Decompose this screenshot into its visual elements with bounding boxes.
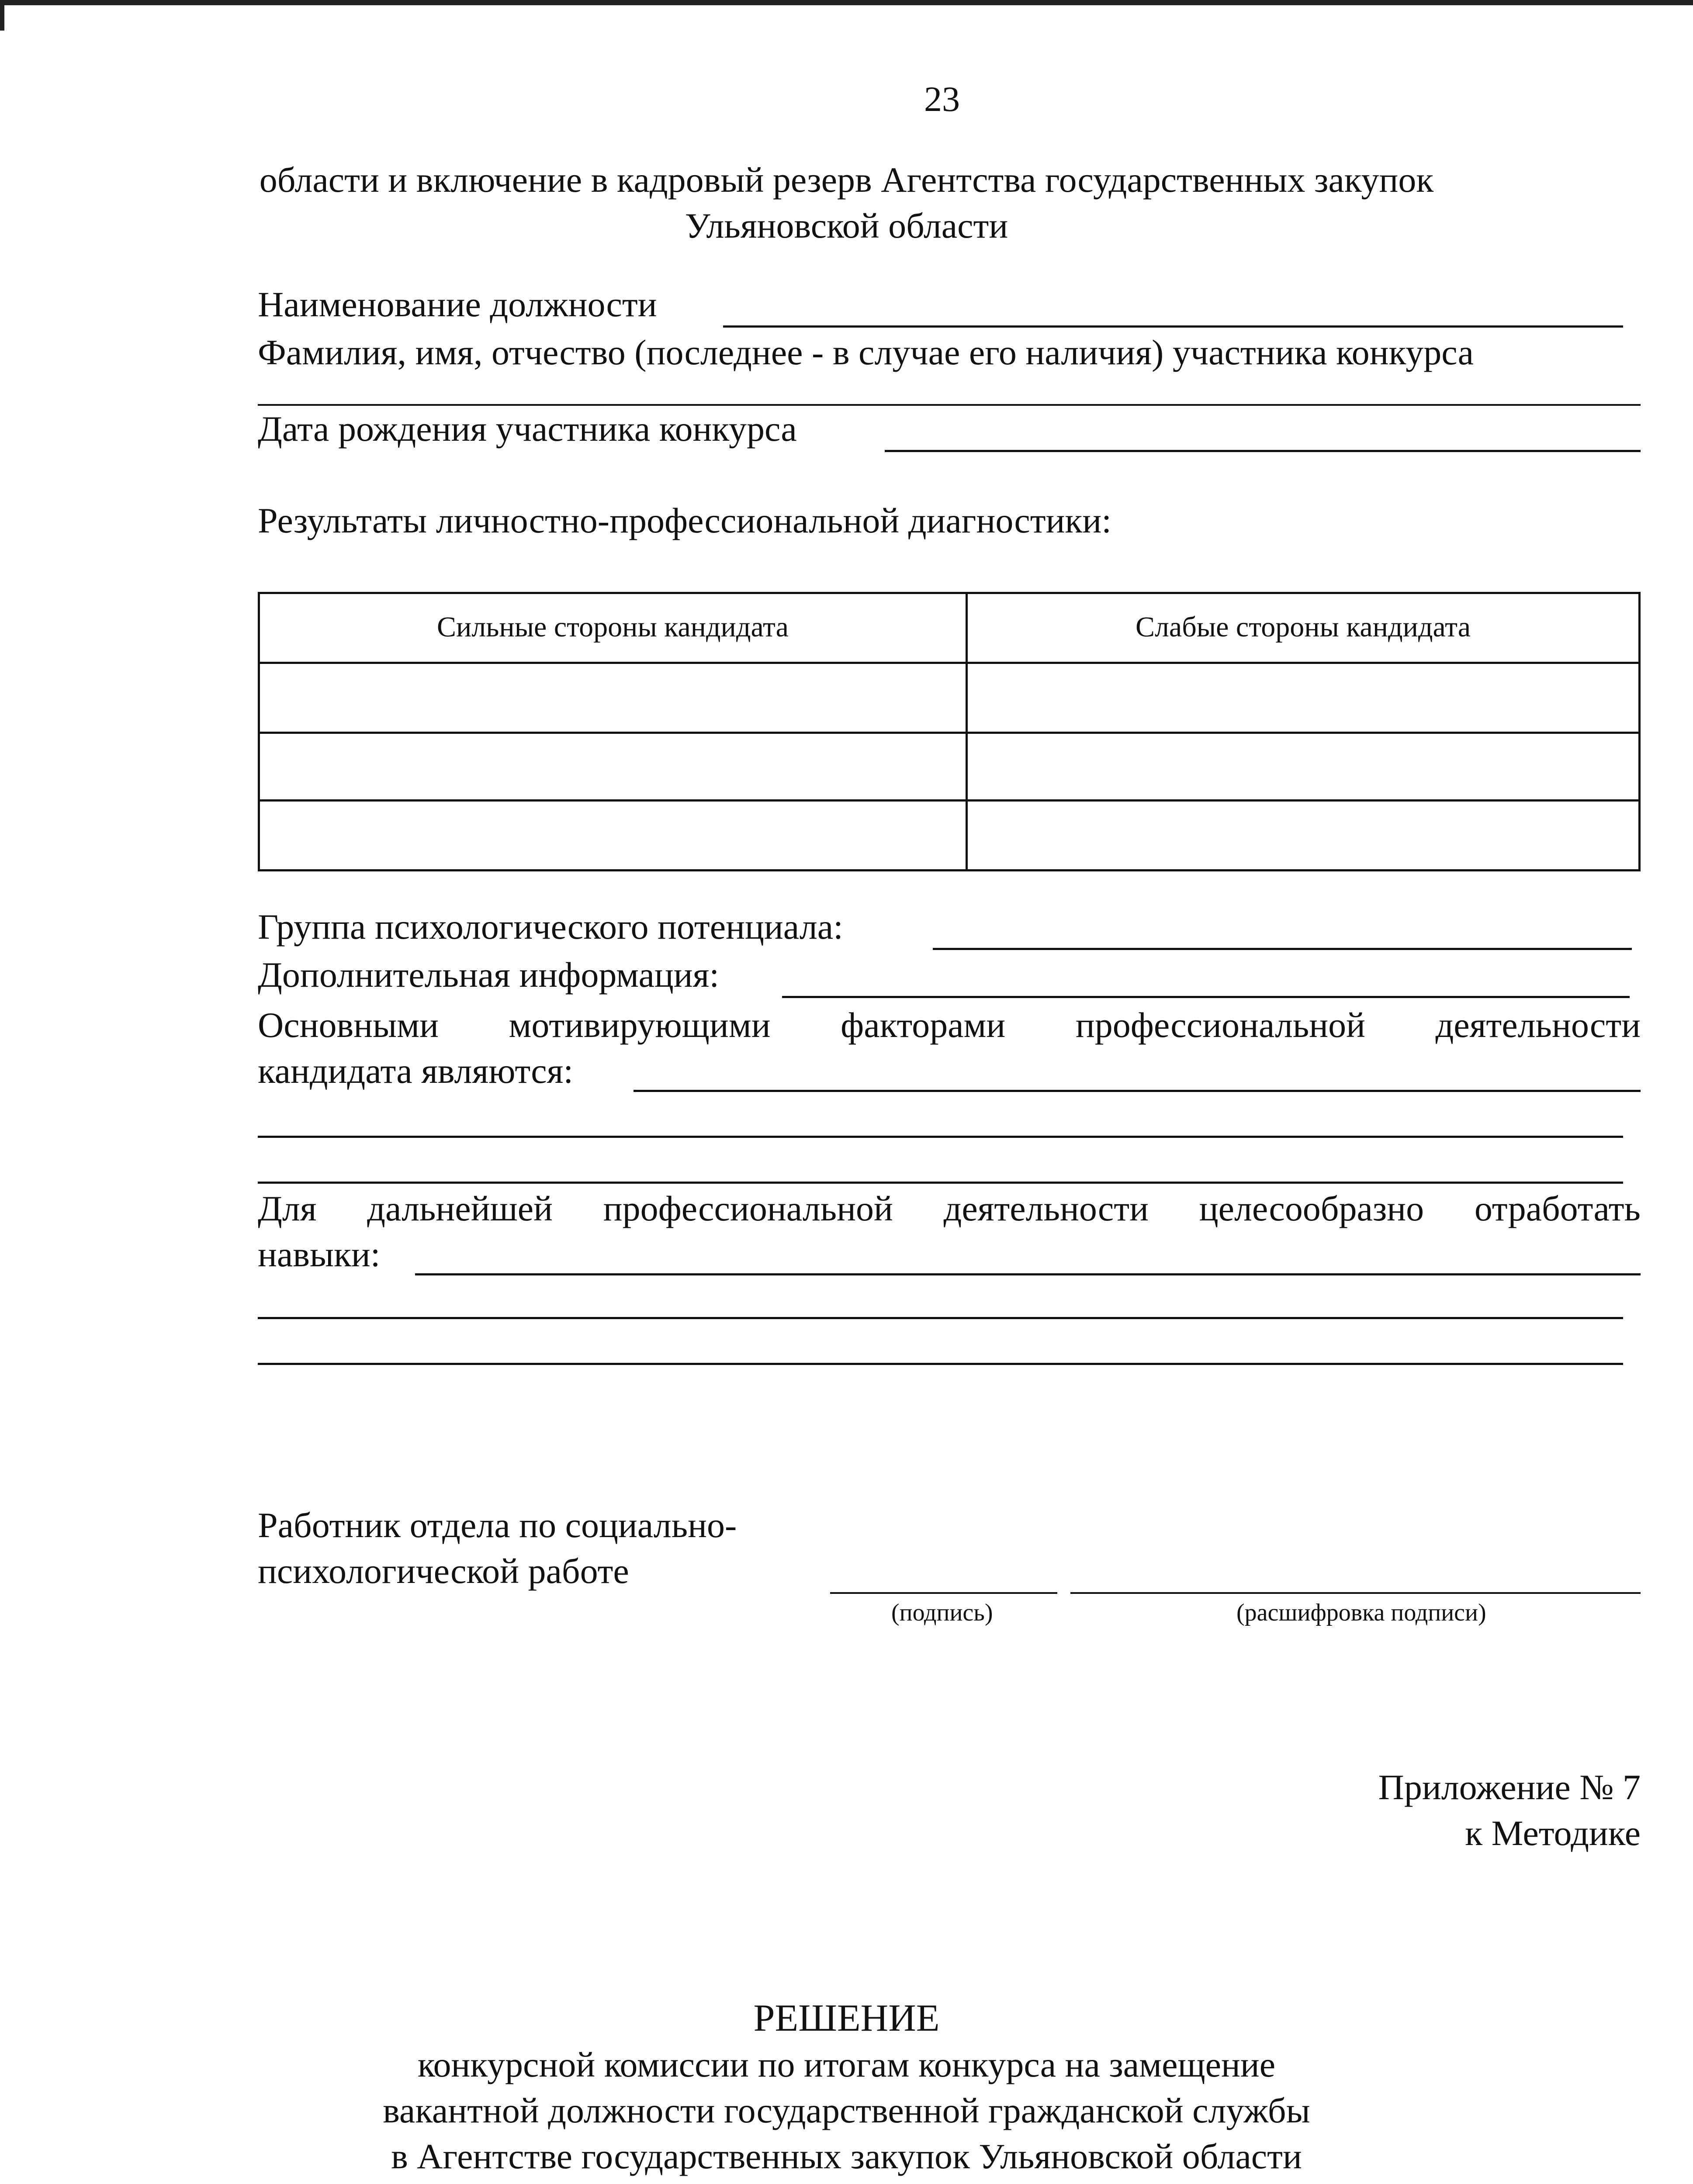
skills-word: отработать [1474, 1189, 1641, 1228]
table-cell-weak-1[interactable] [968, 664, 1638, 729]
decision-title: РЕШЕНИЕ [753, 1997, 940, 2039]
intro-line-2: Ульяновской области [685, 206, 1008, 245]
decision-line-1: конкурсной комиссии по итогам конкурса на замещение [417, 2045, 1276, 2084]
signature-decode-line[interactable] [1070, 1592, 1641, 1594]
signer-role-line-2: психологической работе [258, 1551, 629, 1591]
potential-group-input-line[interactable] [933, 948, 1632, 950]
skills-line-1 [258, 1188, 1641, 1229]
table-cell-weak-3[interactable] [968, 802, 1638, 869]
motivation-line-1 [258, 1005, 1641, 1046]
potential-group-label: Группа психологического потенциала: [258, 907, 843, 947]
signature-line[interactable] [830, 1592, 1057, 1594]
table-header-weak: Слабые стороны кандидата [1135, 611, 1471, 643]
position-label: Наименование должности [258, 284, 657, 324]
appendix-line-2: к Методике [1465, 1813, 1641, 1853]
skills-input-line-2[interactable] [258, 1317, 1623, 1319]
birthdate-label: Дата рождения участника конкурса [258, 409, 797, 449]
motivation-word: Основными [258, 1005, 439, 1045]
table-cell-weak-2[interactable] [968, 734, 1638, 797]
motivation-word: профессиональной [1075, 1005, 1366, 1045]
birthdate-input-line[interactable] [885, 450, 1641, 452]
appendix-line-1: Приложение № 7 [1378, 1767, 1641, 1807]
skills-input-line-1[interactable] [415, 1273, 1641, 1275]
fio-label: Фамилия, имя, отчество (последнее - в случае его наличия) участника конкурса [258, 332, 1474, 372]
motivation-word: мотивирующими [509, 1005, 771, 1045]
motivation-input-line-1[interactable] [634, 1090, 1641, 1092]
additional-info-input-line[interactable] [782, 996, 1630, 998]
motivation-word: деятельности [1435, 1005, 1641, 1045]
position-input-line[interactable] [723, 325, 1623, 328]
page-number: 23 [924, 79, 960, 119]
motivation-line-2: кандидата являются: [258, 1051, 574, 1091]
skills-word: профессиональной [603, 1189, 893, 1228]
skills-line-2: навыки: [258, 1234, 381, 1274]
skills-input-line-3[interactable] [258, 1363, 1623, 1365]
intro-line-1: области и включение в кадровый резерв Агентства государственных закупок [259, 160, 1434, 200]
motivation-word: факторами [841, 1005, 1006, 1045]
scan-edge-top [0, 0, 1693, 5]
table-cell-strong-1[interactable] [260, 664, 963, 729]
motivation-input-line-3[interactable] [258, 1182, 1623, 1184]
fio-input-line[interactable] [258, 404, 1641, 406]
skills-word: целесообразно [1199, 1189, 1424, 1228]
motivation-input-line-2[interactable] [258, 1136, 1623, 1138]
diagnostics-table [258, 592, 1641, 871]
decision-line-3: в Агентстве государственных закупок Ульяновской области [391, 2136, 1302, 2176]
scan-edge-left [0, 0, 4, 31]
signer-role-line-1: Работник отдела по социально- [258, 1505, 737, 1545]
skills-word: дальнейшей [367, 1189, 553, 1228]
signature-caption: (подпись) [891, 1599, 993, 1626]
signature-decode-caption: (расшифровка подписи) [1236, 1599, 1486, 1626]
table-cell-strong-2[interactable] [260, 734, 963, 797]
decision-line-2: вакантной должности государственной гражданской службы [383, 2091, 1310, 2130]
table-cell-strong-3[interactable] [260, 802, 963, 869]
skills-word: Для [258, 1189, 317, 1228]
skills-word: деятельности [943, 1189, 1149, 1228]
table-header-strong: Сильные стороны кандидата [437, 611, 789, 643]
diagnostics-title: Результаты личностно-профессиональной диагностики: [258, 501, 1111, 540]
additional-info-label: Дополнительная информация: [258, 955, 720, 995]
